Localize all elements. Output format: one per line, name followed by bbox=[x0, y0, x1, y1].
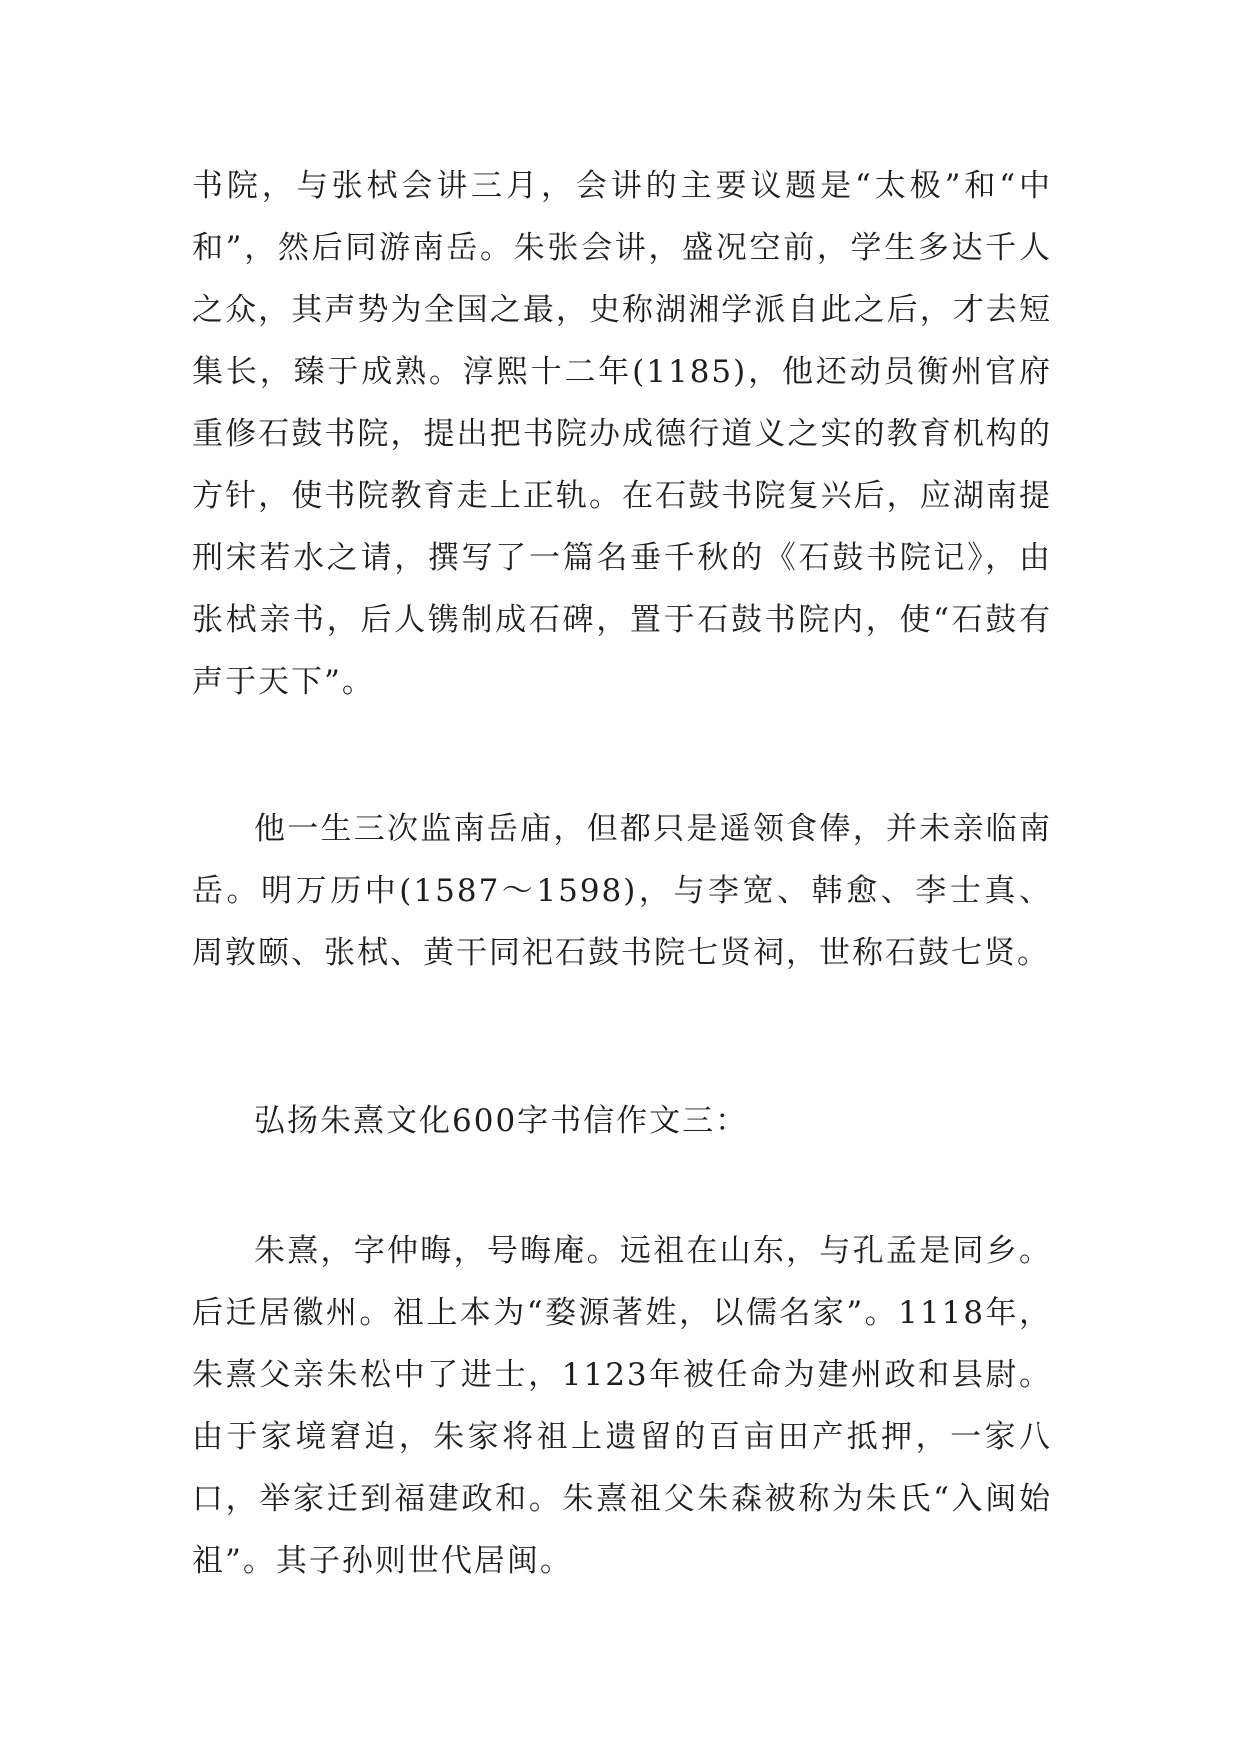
paragraph-zhuxi-biography: 朱熹，字仲晦，号晦庵。远祖在山东，与孔孟是同乡。后迁居徽州。祖上本为“婺源著姓，以儒名家”。1118年，朱熹父亲朱松中了进士，1123年被任命为建州政和县尉。由于家境窘迫，朱家将祖上遗留的百亩田产抵押，一家八口，举家迁到福建政和。朱熹祖父朱森被称为朱氏“入闽始祖”。其子孙则世代居闽。 bbox=[192, 1233, 1052, 1579]
paragraph-nanyue-temple: 他一生三次监南岳庙，但都只是遥领食俸，并未亲临南岳。明万历中(1587～1598)，与李宽、韩愈、李士真、周敦颐、张栻、黄干同祀石鼓书院七贤祠，世称石鼓七贤。 bbox=[192, 811, 1052, 971]
section-heading: 弘扬朱熹文化600字书信作文三： bbox=[254, 1103, 749, 1139]
paragraph-shigu-academy: 书院，与张栻会讲三月，会讲的主要议题是“太极”和“中和”，然后同游南岳。朱张会讲，盛况空前，学生多达千人之众，其声势为全国之最，史称湖湘学派自此之后，才去短集长，臻于成熟。淳熙十二年(1185)，他还动员衡州官府重修石鼓书院，提出把书院办成德行道义之实的教育机构的方针，使书院教育走上正轨。在石鼓书院复兴后，应湖南提刑宋若水之请，撰写了一篇名垂千秋的《石鼓书院记》，由张栻亲书，后人镌制成石碑，置于石鼓书院内，使“石鼓有声于天下”。 bbox=[192, 168, 1052, 700]
